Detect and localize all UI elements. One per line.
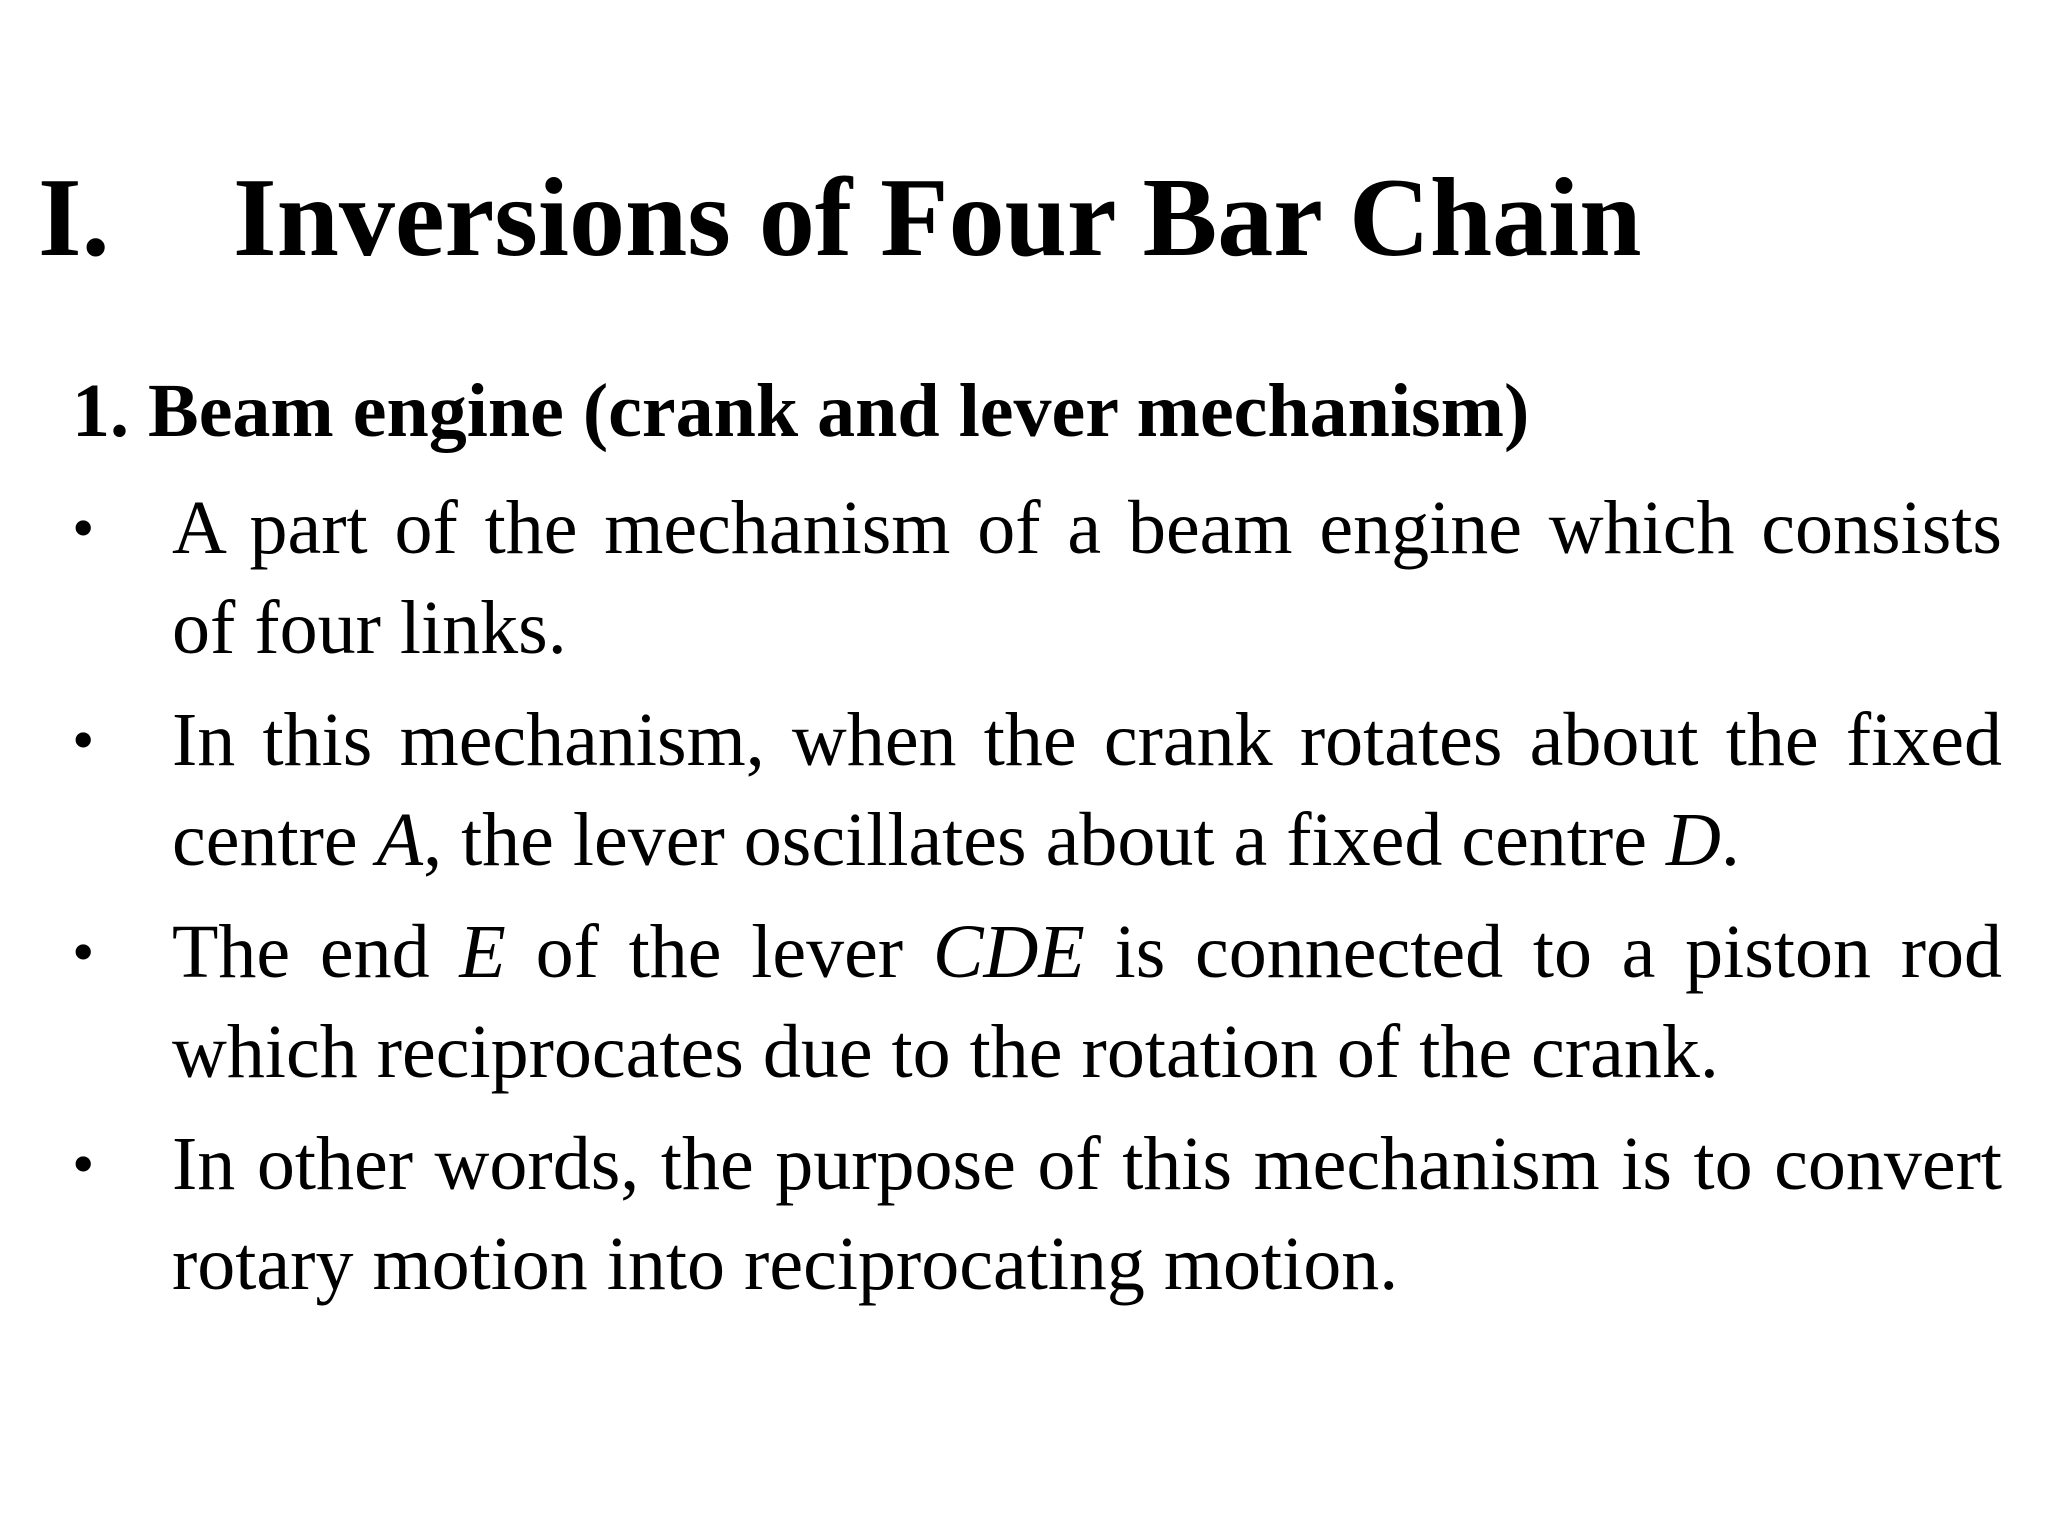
bullet-icon: • [72, 916, 95, 987]
bullet-item [72, 1114, 2002, 1314]
bullet-icon: • [72, 1128, 95, 1199]
bullet-text-segment: In this mechanism, when the crank rotates about the fixed centre [172, 698, 2002, 882]
bullet-text-segment: of the lever [505, 910, 933, 994]
bullet-text-segment: In other words, the purpose of this mechanism is to convert rotary motion into reciprocating motion. [172, 1122, 2002, 1306]
section-heading: 1. Beam engine (crank and lever mechanism) [72, 369, 1530, 453]
bullet-text [172, 1122, 2002, 1306]
title-text: Inversions of Four Bar Chain [233, 156, 1642, 280]
bullet-text-variable: D [1665, 798, 1721, 882]
bullet-text-segment: is connected to a piston rod which reciprocates due to the rotation of the crank. [172, 910, 2003, 1094]
bullet-text-segment: . [1720, 798, 1740, 882]
page-title [38, 158, 1642, 278]
bullet-item [72, 902, 2002, 1102]
bullet-text-variable: A [376, 798, 424, 882]
bullet-text [172, 698, 2002, 882]
bullet-list [72, 478, 2002, 1326]
bullet-text-segment: A part of the mechanism of a beam engine which consists of four links. [172, 486, 2002, 670]
bullet-icon: • [72, 492, 95, 563]
bullet-text-segment: The end [172, 910, 460, 994]
bullet-text [172, 910, 2002, 1094]
bullet-icon: • [72, 704, 95, 775]
bullet-text-segment: , the lever oscillates about a fixed centre [423, 798, 1666, 882]
bullet-text [172, 486, 2002, 670]
title-number: I. [38, 156, 110, 280]
bullet-item [72, 690, 2002, 890]
bullet-text-variable: CDE [932, 910, 1085, 994]
bullet-item [72, 478, 2002, 678]
bullet-text-variable: E [459, 910, 506, 994]
